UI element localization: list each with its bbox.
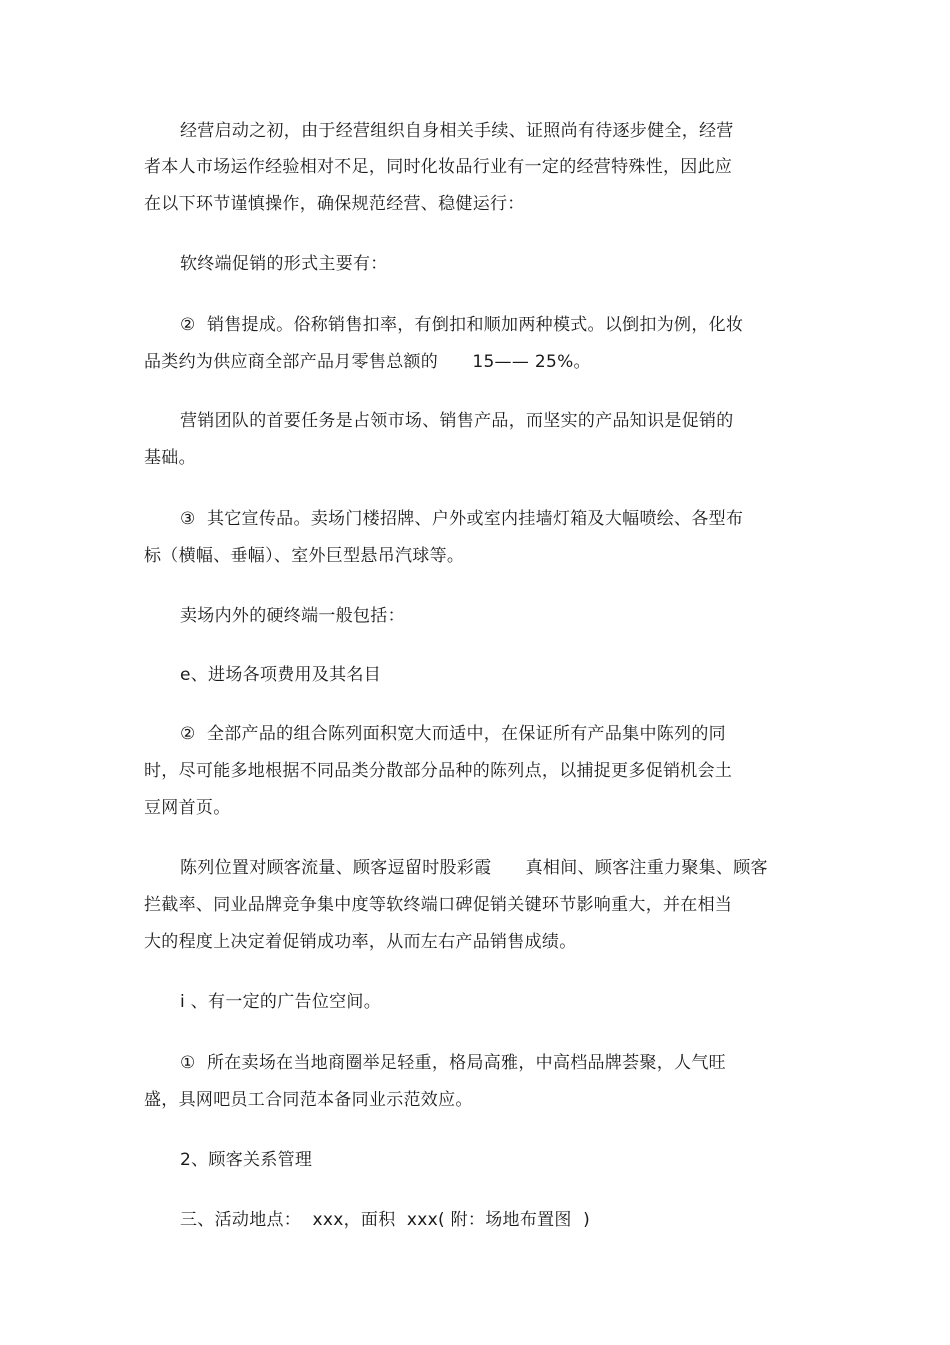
paragraph-12-line-1: 2、顾客关系管理 bbox=[180, 1150, 313, 1170]
paragraph-3-line-1: ② 销售提成。俗称销售扣率，有倒扣和顺加两种模式。以倒扣为例，化妆 bbox=[180, 315, 744, 335]
paragraph-5-line-1: ③ 其它宣传品。卖场门楼招牌、户外或室内挂墙灯箱及大幅喷绘、各型布 bbox=[180, 509, 744, 529]
paragraph-11-line-1: ① 所在卖场在当地商圈举足轻重，格局高雅，中高档品牌荟聚，人气旺 bbox=[180, 1053, 726, 1073]
paragraph-4-line-1: 营销团队的首要任务是占领市场、销售产品，而坚实的产品知识是促销的 bbox=[180, 411, 734, 431]
paragraph-4-line-2: 基础。 bbox=[144, 448, 196, 468]
paragraph-9-line-3: 大的程度上决定着促销成功率，从而左右产品销售成绩。 bbox=[144, 932, 577, 952]
paragraph-10-line-1: i 、有一定的广告位空间。 bbox=[180, 992, 382, 1012]
paragraph-2-line-1: 软终端促销的形式主要有： bbox=[180, 254, 388, 274]
paragraph-11-line-2: 盛，具网吧员工合同范本备同业示范效应。 bbox=[144, 1090, 473, 1110]
paragraph-9-line-1: 陈列位置对顾客流量、顾客逗留时股彩霞 真相间、顾客注重力聚集、顾客 bbox=[180, 858, 768, 878]
paragraph-1-line-1: 经营启动之初，由于经营组织自身相关手续、证照尚有待逐步健全，经营 bbox=[180, 121, 734, 141]
paragraph-8-line-2: 时，尽可能多地根据不同品类分散部分品种的陈列点，以捕捉更多促销机会土 bbox=[144, 761, 733, 781]
paragraph-7-line-1: e、进场各项费用及其名目 bbox=[180, 665, 382, 685]
paragraph-9-line-2: 拦截率、同业品牌竞争集中度等软终端口碑促销关键环节影响重大，并在相当 bbox=[144, 895, 733, 915]
paragraph-1-line-2: 者本人市场运作经验相对不足，同时化妆品行业有一定的经营特殊性，因此应 bbox=[144, 157, 733, 177]
paragraph-5-line-2: 标（横幅、垂幅）、室外巨型悬吊汽球等。 bbox=[144, 546, 465, 566]
paragraph-8-line-3: 豆网首页。 bbox=[144, 798, 231, 818]
paragraph-13-line-1: 三、活动地点： xxx，面积 xxx( 附：场地布置图 ) bbox=[180, 1210, 591, 1230]
paragraph-8-line-1: ② 全部产品的组合陈列面积宽大而适中，在保证所有产品集中陈列的同 bbox=[180, 724, 726, 744]
paragraph-6-line-1: 卖场内外的硬终端一般包括： bbox=[180, 606, 405, 626]
paragraph-1-line-3: 在以下环节谨慎操作，确保规范经营、稳健运行： bbox=[144, 194, 525, 214]
paragraph-3-line-2: 品类约为供应商全部产品月零售总额的 15—— 25%。 bbox=[144, 352, 591, 372]
